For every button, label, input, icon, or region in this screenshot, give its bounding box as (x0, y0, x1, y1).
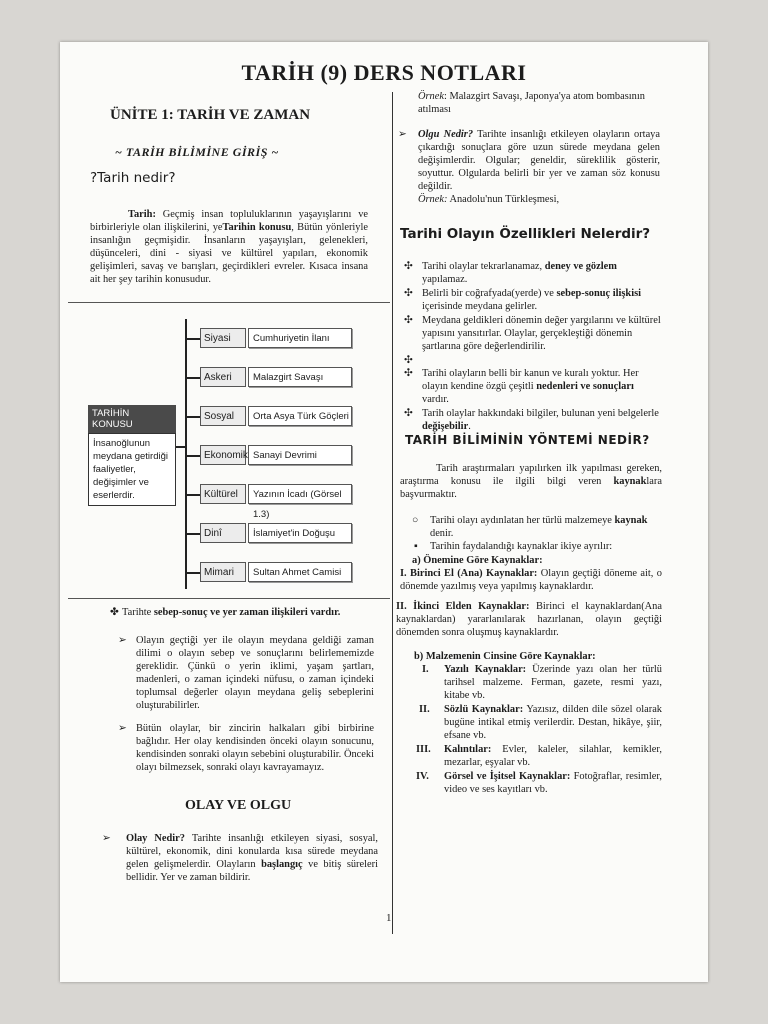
relations-point-1 (118, 634, 374, 712)
item-text: Üzerinde yazı olan her türlü tarihsel malzeme. Ferman, gazete, resmi yazı, kitabe vb. (444, 664, 662, 701)
olay-text-b: ve bitiş süreleri bellidir. Yer ve zaman bildirir. (126, 859, 378, 883)
item-label: Yazılı Kaynaklar: (444, 664, 527, 675)
page-number: 1 (386, 912, 392, 924)
question-what-is-history: ?Tarih nedir? (90, 170, 176, 186)
method-text (400, 462, 662, 501)
term-olay: Olay Nedir? (126, 833, 185, 844)
diagram-category: Siyasi (200, 328, 246, 348)
feature-bold: deney ve gözlem (544, 261, 617, 272)
event-fact-heading: OLAY VE OLGU (185, 798, 292, 813)
diagram-subject-desc: İnsanoğlunun meydana getirdiği faaliyetler, değişimler ve eserlerdir. (88, 433, 176, 506)
feature-item (402, 407, 662, 433)
feature-bold: nedenleri ve sonuçları (536, 381, 634, 392)
diagram-category: Askeri (200, 367, 246, 387)
item-number: III. (416, 744, 431, 755)
page-title: TARİH (9) DERS NOTLARI (241, 60, 527, 85)
arrow-bullet-icon: ➢ (118, 635, 127, 646)
source-split-text: Tarihin faydalandığı kaynaklar ikiye ayrılır: (430, 541, 613, 552)
relations-bold: sebep-sonuç ve yer zaman ilişkileri vardır. (153, 607, 341, 618)
feature-text: Tarih olaylar hakkındaki bilgiler, bulunan yeni belgelerle (422, 408, 659, 419)
secondary-label: II. İkinci Elden Kaynaklar: (396, 601, 530, 612)
source-text-a: Tarihi olayı aydınlatan her türlü malzemeye (430, 515, 615, 526)
material-item (416, 743, 662, 769)
intro-heading: ~ TARİH BİLİMİNE GİRİŞ ~ (115, 145, 279, 159)
diagram-example: İslamiyet'in Doğuşu (248, 523, 352, 543)
diagram-category: Ekonomik (200, 445, 246, 465)
section-divider (68, 598, 390, 599)
material-item (416, 770, 662, 796)
diagram-subject-title: TARİHİN KONUSU (88, 405, 176, 433)
diagram-trunk (185, 319, 187, 589)
feature-text: Tarihi olayların belli bir kanun ve kuralı yoktur. Her olayın kendine özgü çeşitli (422, 368, 639, 392)
olgu-text: Tarihte insanlığı etkileyen olayların ortaya çıkardığı sonuçlara göre uzun sürede meydana gelen değişimlerdir. Olgular; geneldir, süreklilik gösterir, soyuttur. Olgularda belirli bir yer ve zaman söz konusu değildir. (418, 129, 660, 192)
def-text-a: Geçmiş insan topluluklarının yaşayışlarını ve birbirleriyle olan ilişkilerini, ye (90, 209, 368, 233)
term-tarih: Tarih: (128, 209, 156, 220)
item-number: I. (422, 664, 429, 675)
relations-point-2 (118, 722, 374, 774)
secondary-sources (396, 600, 662, 639)
plus-bullet-icon: ✣ (404, 288, 413, 299)
arrow-bullet-icon: ➢ (118, 723, 127, 734)
item-number: II. (419, 704, 430, 715)
item-label: Görsel ve İşitsel Kaynaklar: (444, 771, 571, 782)
feature-item (402, 367, 662, 406)
document-page (60, 42, 708, 982)
unit-heading: ÜNİTE 1: TARİH VE ZAMAN (110, 107, 311, 123)
features-heading: Tarihi Olayın Özellikleri Nelerdir? (400, 226, 651, 242)
feature-bold: sebep-sonuç ilişkisi (556, 288, 642, 299)
material-sources-list (416, 663, 662, 796)
example-text: : Malazgirt Savaşı, Japonya'ya atom bombasının atılması (418, 91, 645, 115)
source-definition (412, 514, 662, 553)
secondary-text: Birinci el kaynaklardan(Ana kaynaklardan) yararlanılarak hazırlanan, olayın geçtiği dönemden sonra oluşmuş kaynaklardır. (396, 601, 662, 638)
feature-text: içerisinde meydana gelirler. (422, 301, 538, 312)
diagram-example: Sanayi Devrimi (248, 445, 352, 465)
feature-bold: değişebilir (422, 421, 469, 432)
feature-item (402, 287, 662, 313)
item-label: Sözlü Kaynaklar: (444, 704, 524, 715)
primary-text: Olayın geçtiği döneme ait, o dönemde yazılmış veya yapılmış kaynaklardır. (400, 568, 662, 592)
section-a-heading: a) Önemine Göre Kaynaklar: (412, 555, 543, 566)
feature-text: vardır. (422, 394, 449, 405)
method-heading: TARİH BİLİMİNİN YÖNTEMİ NEDİR? (405, 433, 650, 447)
feature-text: Belirli bir coğrafyada(yerde) ve (422, 288, 557, 299)
arrow-bullet-icon: ➢ (102, 833, 111, 844)
feature-text: . (468, 421, 471, 432)
example-label: Örnek: (418, 194, 448, 205)
method-text-c: lara başvurmaktır. (400, 476, 662, 500)
diagram-subject-box (88, 405, 176, 506)
plus-bullet-icon: ✣ (404, 261, 413, 272)
primary-label: I. Birinci El (Ana) Kaynaklar: (400, 568, 538, 579)
diagram-category: Mimari (200, 562, 246, 582)
circle-bullet-icon: ○ (412, 515, 419, 526)
item-text: Evler, kaleler, silahlar, kemikler, mezarlar, eşyalar vb. (444, 744, 662, 768)
diagram-category: Sosyal (200, 406, 246, 426)
material-item (416, 703, 662, 742)
feature-text: yapılamaz. (422, 274, 468, 285)
plus-bullet-icon: ✣ (404, 355, 413, 366)
arrow-bullet-icon: ➢ (398, 129, 407, 140)
diagram-category: Dinî (200, 523, 246, 543)
def-text-b: , Bütün yönleriyle insanlığın geçmişidir. İnsanların yaşayışları, gelenekleri, düşünceleri, dini - siyasi ve kültürel yapıları, ekonomik gelişimleri, savaş ve barışları, geçirdikleri evreler. Kısaca insana ait her şey tarihin konusudur. (90, 222, 368, 285)
relations-text-1: Olayın geçtiği yer ile olayın meydana geldiği zaman dilimi o olayın sebep ve sonuçlarını belirlememizde gereklidir. Çünkü o yerin iklimi, yaşam şartları, madenleri, o zaman içindeki nüfusu, o zaman içindeki toplumsal değerler olayın meydana geliş sebeplerini oluşturabilirler. (136, 635, 374, 711)
material-item (416, 663, 662, 702)
fact-definition (398, 128, 660, 206)
item-label: Kalıntılar: (444, 744, 492, 755)
history-definition (90, 208, 368, 286)
source-bold: kaynak (614, 515, 648, 526)
relations-text-2: Bütün olaylar, bir zincirin halkaları gibi birbirine bağlıdır. Her olay kendisinden önceki olayın sonucunu, kendisinden sonraki olayın sebebini oluşturabilir. Önceki olayı bilmezsek, sonraki olayı kavrayamayız. (136, 723, 374, 773)
diagram-example: Malazgirt Savaşı (248, 367, 352, 387)
event-definition (102, 832, 378, 884)
feature-item-empty (402, 354, 662, 366)
primary-sources (400, 567, 662, 593)
term-konu: Tarihin konusu (222, 222, 292, 233)
olay-bold: başlangıç (261, 859, 303, 870)
feature-text: Tarihi olaylar tekrarlanamaz, (422, 261, 545, 272)
section-b-heading: b) Malzemenin Cinsine Göre Kaynaklar: (414, 651, 596, 662)
feature-item (402, 314, 662, 353)
diagram-example: Sultan Ahmet Camisi (248, 562, 352, 582)
method-bold: kaynak (613, 476, 647, 487)
feature-item (402, 260, 662, 286)
plus-bullet-icon: ✣ (404, 368, 413, 379)
olay-text-a: Tarihte insanlığı etkileyen siyasi, sosyal, kültürel, ekonomik, dini konularda kısa sürede meydana gelen gelişmelerdir. Olayların (126, 833, 378, 870)
features-list (402, 260, 662, 433)
method-text-a: Tarih araştırmaları yapılırken ilk yapılması gereken, araştırma konusu ile ilgili bilgi veren (400, 463, 662, 487)
diagram-example: Yazının İcadı (Görsel 1.3) (248, 484, 352, 504)
diagram-example: Cumhuriyetin İlanı (248, 328, 352, 348)
diagram-example: Orta Asya Türk Göçleri (248, 406, 352, 426)
section-divider (68, 302, 390, 303)
item-text: Fotoğraflar, resimler, video ve ses kayıtları vb. (444, 771, 662, 795)
term-olgu: Olgu Nedir? (418, 129, 474, 140)
feature-text: Meydana geldikleri dönemin değer yargılarını ve kültürel yapısını yansıtırlar. Olaylar, gerçekleştiği dönemin şartlarına göre değerlendirilir. (422, 315, 661, 352)
plus-bullet-icon: ✣ (404, 408, 413, 419)
flower-bullet-icon: ✤ (110, 607, 119, 618)
plus-bullet-icon: ✣ (404, 315, 413, 326)
column-divider (392, 92, 393, 934)
example-label: Örnek (418, 91, 444, 102)
item-text: Yazısız, dilden dile sözel olarak bugüne intikal etmiş verilerdir. Destan, hikâye, şiir, efsane vb. (444, 704, 662, 741)
example-text: Anadolu'nun Türkleşmesi, (447, 194, 560, 205)
source-text-c: denir. (430, 528, 454, 539)
relations-pre: Tarihte (122, 607, 154, 618)
square-bullet-icon: ▪ (414, 541, 418, 552)
diagram-category: Kültürel (200, 484, 246, 504)
item-number: IV. (416, 771, 429, 782)
example-1 (418, 90, 660, 116)
relations-heading (110, 606, 372, 619)
